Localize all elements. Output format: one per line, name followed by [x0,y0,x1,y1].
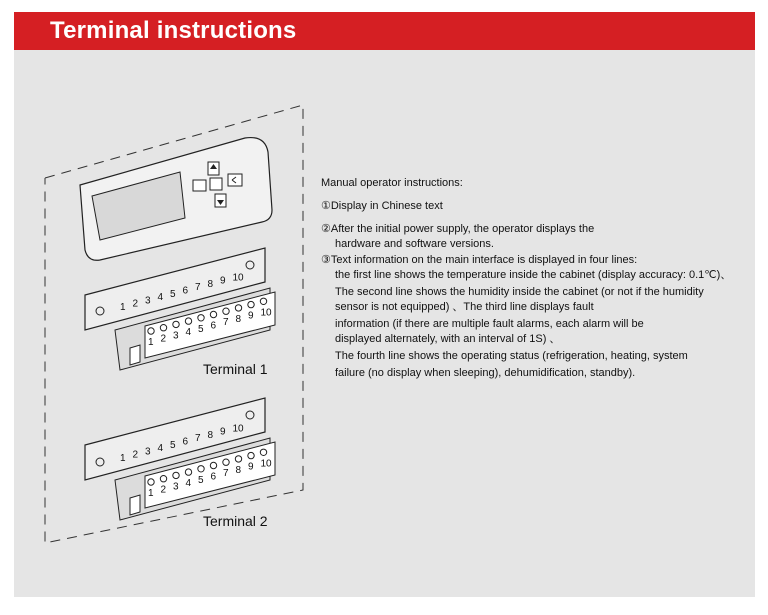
pin-number-label: 3 [173,481,179,493]
menu-key-icon [193,180,206,191]
terminal-screw [223,459,229,465]
terminal-screw [235,456,241,462]
instruction-line: The fourth line shows the operating status (refrigeration, heating, system [335,350,688,362]
instructions-heading: Manual operator instructions: [321,177,463,189]
back-key-icon [228,174,242,186]
instruction-line: sensor is not equipped) 、The third line displays fault [335,301,594,313]
pin-number-label: 9 [220,275,226,287]
terminal-screw [235,305,241,311]
terminal-screw [198,315,204,321]
pin-number-label: 10 [232,272,244,284]
terminal-screw [248,452,254,458]
pin-number-label: 4 [157,443,164,455]
pin-number-label: 8 [235,464,242,476]
instruction-line: ③Text information on the main interface is displayed in four lines: [321,254,638,266]
terminal-block-2 [85,398,275,520]
pin-number-label: 3 [145,295,151,307]
terminal-screw [260,298,266,304]
pin-number-label: 8 [207,429,214,441]
terminal-screw [260,449,266,455]
device-illustration [40,100,310,550]
terminal-1-label: Terminal 1 [203,361,268,377]
instruction-line: hardware and software versions. [335,238,494,250]
pin-number-label: 1 [120,453,126,464]
terminal-block-1 [85,248,275,370]
terminal-2-label: Terminal 2 [203,513,268,529]
pin-number-label: 2 [160,484,167,496]
page-title: Terminal instructions [50,17,297,44]
terminal-screw [160,325,166,331]
pin-number-label: 5 [198,474,204,486]
pin-number-label: 8 [235,313,242,325]
terminal-screw [185,469,191,475]
instruction-line: information (if there are multiple fault alarms, each alarm will be [335,318,644,330]
pin-number-label: 9 [248,461,254,473]
set-key-icon [210,178,222,190]
pin-number-label: 9 [248,310,254,322]
pin-number-label: 3 [173,330,179,342]
controller-unit [80,138,272,261]
pin-number-label: 2 [132,449,139,461]
terminal-screw [173,321,179,327]
pin-number-label: 1 [148,488,154,499]
pin-number-label: 1 [148,337,154,348]
terminal-screw [210,462,216,468]
pin-number-label: 7 [195,282,201,294]
pin-number-label: 4 [157,292,164,304]
terminal-screw [173,472,179,478]
pin-number-label: 1 [120,302,126,313]
instruction-line: The second line shows the humidity inside the cabinet (or not if the humidity [335,286,704,298]
pin-number-label: 6 [210,471,217,483]
pin-number-label: 10 [260,307,272,319]
pin-number-label: 5 [170,439,176,451]
pin-number-label: 6 [182,285,189,297]
pin-number-label: 5 [198,323,204,335]
pin-number-label: 7 [223,468,229,480]
terminal-screw [223,308,229,314]
pin-number-label: 3 [145,446,151,458]
pin-number-label: 9 [220,426,226,438]
instruction-line: failure (no display when sleeping), dehumidification, standby). [335,367,636,379]
instruction-line: ①Display in Chinese text [321,200,443,212]
terminal-screw [160,476,166,482]
title-banner [14,12,755,50]
pin-number-label: 7 [223,317,229,329]
terminal-screw [148,479,154,485]
pin-number-label: 10 [260,458,272,470]
pin-number-label: 2 [132,298,139,310]
terminal-screw [248,301,254,307]
pin-number-label: 10 [232,423,244,435]
pin-number-label: 4 [185,327,192,339]
instruction-line: the first line shows the temperature inside the cabinet (display accuracy: 0.1℃)、 [335,269,732,281]
instruction-line: displayed alternately, with an interval of 1S) 、 [335,333,561,345]
terminal-screw [148,328,154,334]
pin-number-label: 7 [195,433,201,445]
terminal-screw [210,311,216,317]
instruction-line: ②After the initial power supply, the operator displays the [321,223,595,235]
pin-number-label: 8 [207,278,214,290]
pin-number-label: 5 [170,288,176,300]
terminal-screw [198,466,204,472]
pin-number-label: 4 [185,478,192,490]
terminal-screw [185,318,191,324]
pin-number-label: 2 [160,333,167,345]
pin-number-label: 6 [182,436,189,448]
pin-number-label: 6 [210,320,217,332]
